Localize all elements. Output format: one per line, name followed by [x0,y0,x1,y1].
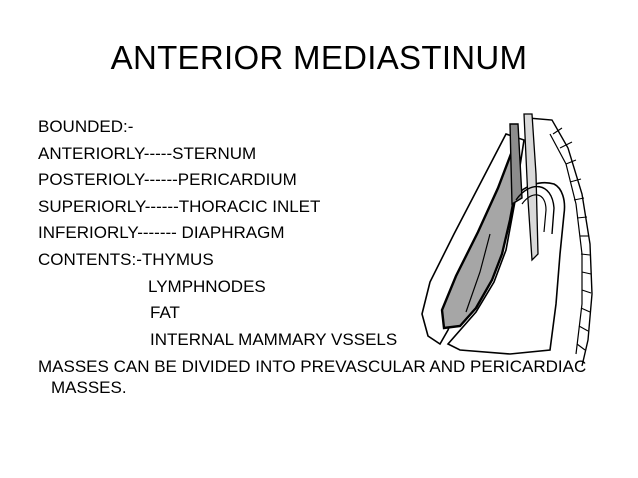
contents-heading: CONTENTS:-THYMUS [38,249,214,269]
contents-item-fat: FAT [150,303,180,323]
anterior-boundary: ANTERIORLY-----STERNUM [38,143,257,163]
superior-boundary: SUPERIORLY------THORACIC INLET [38,196,321,216]
posterior-boundary: POSTERIOLY------PERICARDIUM [38,170,297,190]
inferior-boundary: INFERIORLY------- DIAPHRAGM [38,223,285,243]
mediastinum-diagram [420,104,602,376]
contents-item-mammary-vessels: INTERNAL MAMMARY VSSELS [150,329,398,349]
masses-statement: MASSES CAN BE DIVIDED INTO PREVASCULAR AND PERICARDIAC MASSES. [38,357,587,398]
bounded-heading: BOUNDED:- [38,117,134,136]
vessel-dark [510,124,522,204]
contents-item-lymphnodes: LYMPHNODES [148,276,266,296]
slide-title: ANTERIOR MEDIASTINUM [110,39,528,76]
rib-segments [553,128,591,350]
rib-cage-inner [550,134,582,354]
